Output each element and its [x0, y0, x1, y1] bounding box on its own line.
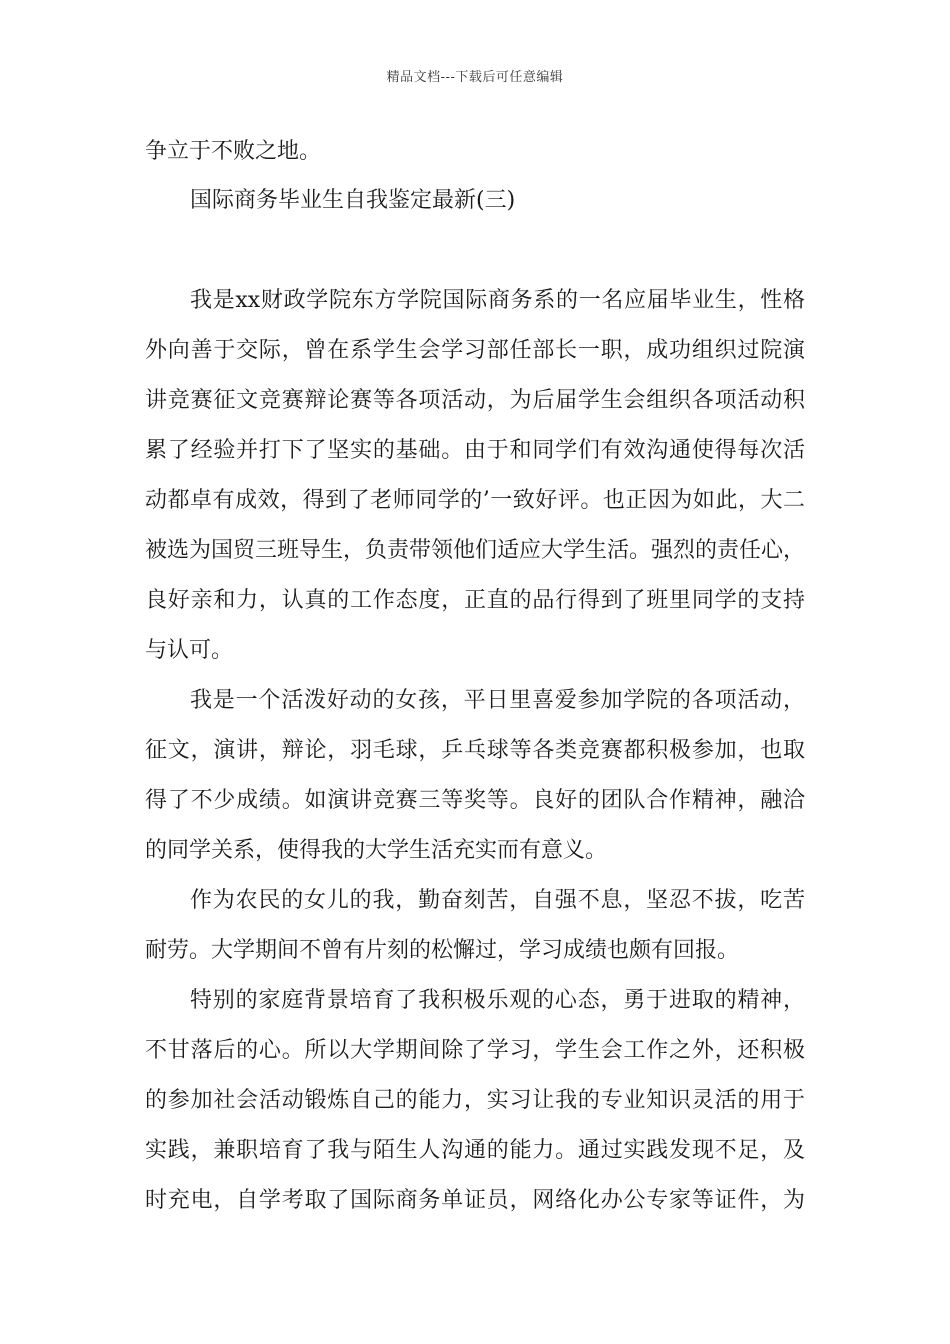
paragraph-line: 与认可。 [145, 638, 234, 663]
paragraph-line: 的参加社会活动锻炼自己的能力，实习让我的专业知识灵活的用于 [145, 1088, 805, 1113]
paragraph-line: 我是xx财政学院东方学院国际商务系的一名应届毕业生，性格 [190, 288, 805, 313]
paragraph-line: 的同学关系，使得我的大学生活充实而有意义。 [145, 838, 608, 863]
paragraph-line: 被选为国贸三班导生，负责带领他们适应大学生活。强烈的责任心， [145, 538, 806, 563]
paragraph-line: 良好亲和力，认真的工作态度，正直的品行得到了班里同学的支持 [145, 588, 805, 613]
paragraph-line: 特别的家庭背景培育了我积极乐观的心态，勇于进取的精神， [190, 988, 805, 1013]
paragraph-line: 动都卓有成效，得到了老师同学的’一致好评。也正因为如此，大二 [145, 488, 805, 513]
paragraph-line: 征文，演讲，辩论，羽毛球，乒乓球等各类竞赛都积极参加，也取 [145, 738, 805, 763]
continuation-line: 争立于不败之地。 [145, 139, 322, 164]
paragraph-line: 不甘落后的心。所以大学期间除了学习，学生会工作之外，还积极 [145, 1038, 805, 1063]
paragraph-line: 作为农民的女儿的我，勤奋刻苦，自强不息，坚忍不拔，吃苦 [190, 888, 805, 913]
paragraph-line: 时充电，自学考取了国际商务单证员，网络化办公专家等证件，为 [145, 1188, 805, 1213]
paragraph-line: 讲竞赛征文竞赛辩论赛等各项活动，为后届学生会组织各项活动积 [145, 388, 805, 413]
paragraph-line: 累了经验并打下了坚实的基础。由于和同学们有效沟通使得每次活 [145, 438, 805, 463]
paragraph-line: 耐劳。大学期间不曾有片刻的松懈过，学习成绩也颇有回报。 [145, 938, 740, 963]
paragraph-line: 实践，兼职培育了我与陌生人沟通的能力。通过实践发现不足，及 [145, 1138, 805, 1163]
paragraph-line: 得了不少成绩。如演讲竞赛三等奖等。良好的团队合作精神，融洽 [145, 788, 805, 813]
paragraph-line: 我是一个活泼好动的女孩，平日里喜爱参加学院的各项活动， [190, 688, 805, 713]
paragraph-line: 外向善于交际，曾在系学生会学习部任部长一职，成功组织过院演 [145, 338, 805, 363]
page-header: 精品文档---下载后可任意编辑 [386, 70, 564, 85]
section-title: 国际商务毕业生自我鉴定最新(三) [190, 188, 516, 213]
